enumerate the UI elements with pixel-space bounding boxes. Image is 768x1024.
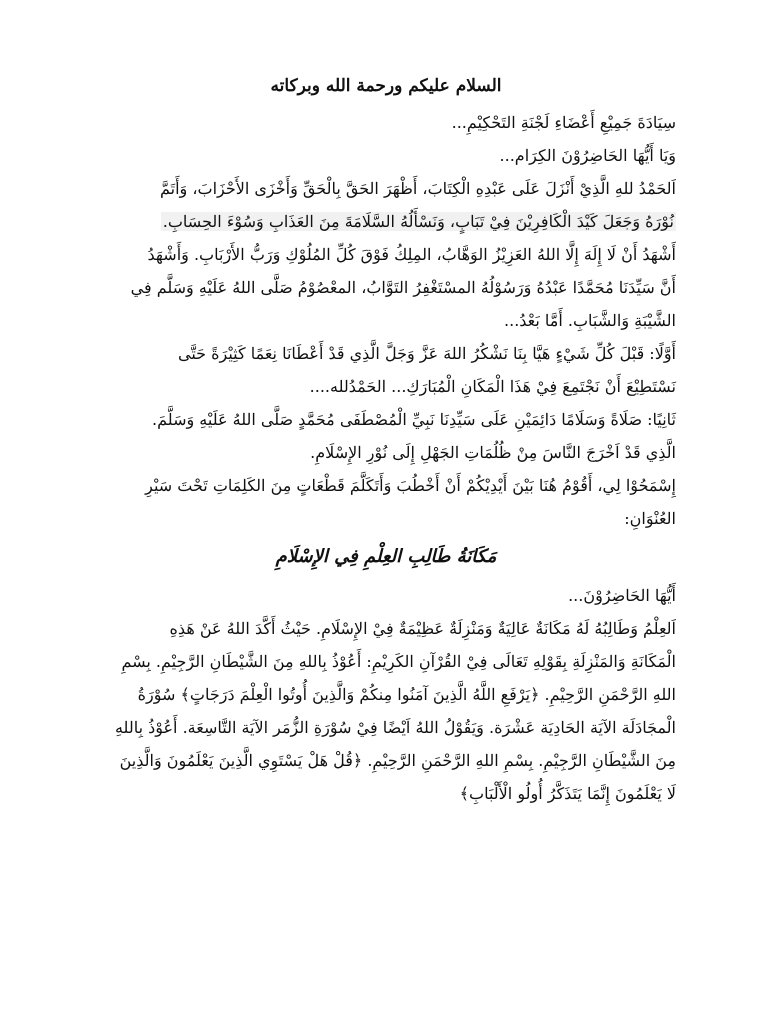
body-line: الْمَكَانَةِ وَالمَنْزِلَةِ بِقَوْلِهِ تَعَالَى فِيْ القُرْآنِ الكَرِيْمِ: أَعُوْذُ بِاللهِ مِنَ الشَّيْطَانِ الرَّجِيْمِ. بِسْمِ <box>121 652 676 671</box>
permission-line: إِسْمَحُوْا لِي، أَقُوْمُ هُنَا بَيْنَ أَيْدِيْكُمْ أَنْ أَخْطُبَ وَأَتَكَلَّمَ قَطْعَاتٍ مِنَ الكَلِمَاتِ تَحْتَ سَيْرِ <box>145 476 676 495</box>
praise-line: اَلحَمْدُ للهِ الَّذِيْ أَنْزَلَ عَلَى عَبْدِهِ الْكِتَابَ، أَظْهَرَ الحَقَّ بِالْحَقِّ وَأَخْزَى الأَحْزَابَ، وَأَتَمَّ <box>160 179 676 198</box>
body-line: اَلعِلْمُ وَطَالِبُهُ لَهُ مَكَانَةٌ عَالِيَةٌ وَمَنْزِلَةٌ عَظِيْمَةٌ فِيْ الإِسْلَامِ. حَيْثُ أَكَّدَ اللهُ عَنْ هَذِهِ <box>169 619 676 638</box>
first-point-paragraph <box>96 337 676 403</box>
audience-address: أَيُّهَا الحَاضِرُوْنَ... <box>568 586 676 605</box>
address-audience: وَيَا أَيُّهَا الحَاضِرُوْنَ الكِرَام... <box>499 146 676 165</box>
shahada-line: الشَّيْبَةِ وَالشَّبَابِ. أَمَّا بَعْدُ... <box>504 311 676 330</box>
first-point-line: أَوَّلًا: قَبْلَ كُلِّ شَيْءٍ هَيَّا بِنَا نَشْكُرُ اللهَ عَزَّ وَجَلَّ الَّذِي قَدْ أَعْطَانَا نِعَمًا كَثِيْرَةً حَتَّى <box>177 344 676 363</box>
body-line: الْمجَادَلَة الآيَة الحَادِيَة عَشْرَة. وَيَقُوْلُ اللهُ اَيْضًا فِيْ سُوْرَةِ الزُّمَر الآيَة التَّاسِعَة. أَعُوْذُ بِاللهِ <box>114 718 676 737</box>
second-point-line: الَّذِي قَدْ اَخْرَجَ النَّاسَ مِنْ ظُلُمَاتِ الجَهْلِ إِلَى نُوْرِ الإِسْلَامِ. <box>310 443 676 462</box>
praise-line-highlighted: نُوْرَهُ وَجَعَلَ كَيْدَ الْكَافِرِيْنَ فِيْ تَبَابٍ، وَنَسْأَلُهُ السَّلَامَةَ مِنَ العَذَابِ وَسُوْءَ الحِسَابِ. <box>162 212 674 231</box>
document-page <box>96 72 676 810</box>
praise-paragraph <box>96 172 676 238</box>
address-jury: سِيَادَةَ جَمِيْعِ أَعْضَاءِ لَجْنَةِ التَحْكِيْمِ... <box>451 113 676 132</box>
permission-line: العُنْوَانِ: <box>624 509 676 528</box>
second-point-paragraph <box>96 403 676 469</box>
body-line: اللهِ الرَّحْمَنِ الرَّحِيْمِ. ﴿يَرْفَعِ اللَّهُ الَّذِينَ آمَنُوا مِنكُمْ وَالَّذِينَ أُوتُوا الْعِلْمَ دَرَجَاتٍ﴾ سُوْرَةُ <box>137 685 676 704</box>
body-paragraph <box>96 612 676 810</box>
body-line: لَا يَعْلَمُونَ إِنَّمَا يَتَذَكَّرُ أُولُو الْأَلْبَابِ﴾ <box>459 784 676 803</box>
second-point-line: ثَانِيًا: صَلَاةً وَسَلَامًا دَائِمَيْنِ عَلَى سَيِّدِنَا نَبِيِّ الْمُصْطَفَى مُحَمَّدٍ صَلَّى اللهُ عَلَيْهِ وَسَلَّمَ. <box>152 410 676 429</box>
permission-paragraph <box>96 469 676 535</box>
greeting-heading: السلام عليكم ورحمة الله وبركاته <box>270 76 502 96</box>
shahada-line: أَنَّ سَيِّدَنَا مُحَمَّدًا عَبْدُهُ وَرَسُوْلُهُ المسْتَغْفِرُ التَوَّابُ، المعْصُوْمُ صَلَّى اللهُ عَلَيْهِ وَسَلَّم فِي <box>130 278 676 297</box>
body-line: مِنَ الشَّيْطَانِ الرَّجِيْمِ. بِسْمِ اللهِ الرَّحْمَنِ الرَّحِيْمِ. ﴿قُلْ هَلْ يَسْتَوِي الَّذِينَ يَعْلَمُونَ وَالَّذِينَ <box>119 751 676 770</box>
section-title: مَكَانَةُ طَالِبِ العِلْمِ فِي الإِسْلَامِ <box>275 546 497 567</box>
first-point-line: نَسْتَطِيْعَ أَنْ نَجْتَمِعَ فِيْ هَذَا الْمَكَانِ الْمُبَارَكِ... الحَمْدُلله.... <box>309 377 676 396</box>
shahada-paragraph <box>96 238 676 337</box>
shahada-line: أَشْهَدُ أَنْ لَا إِلَهَ إِلَّا اللهُ العَزِيْزُ الوَهَّابُ، المِلِكُ فَوْقَ كُلِّ المُلُوْكِ وَرَبُّ الأَرْبَابِ. وَأَشْهَدُ <box>147 245 676 264</box>
